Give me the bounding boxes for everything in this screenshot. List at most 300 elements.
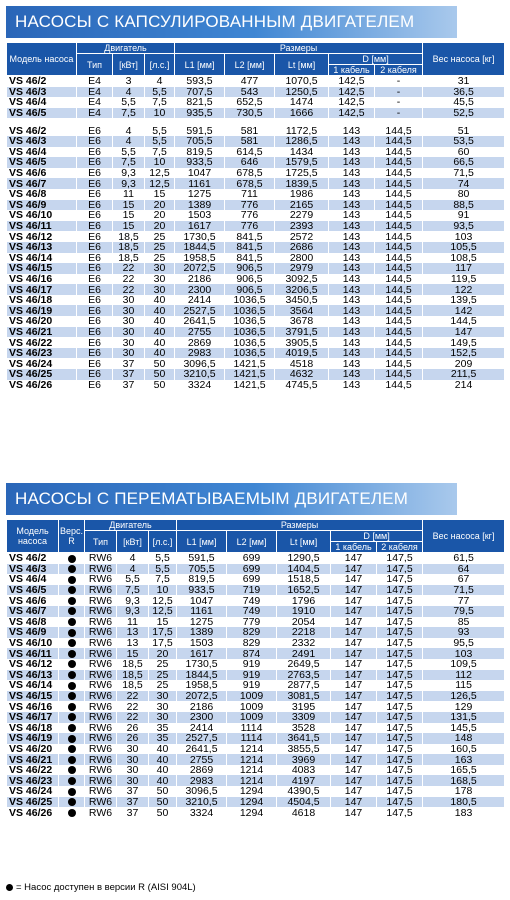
value-cell: 3969 [277, 754, 331, 765]
value-cell: 147,5 [377, 733, 423, 744]
value-cell: E6 [77, 316, 113, 327]
value-cell: 2165 [275, 200, 329, 211]
value-cell: 919 [227, 659, 277, 670]
table-row [7, 659, 505, 670]
table-row [7, 733, 505, 744]
value-cell: 2414 [175, 295, 225, 306]
header-l2: L2 [мм] [227, 531, 277, 553]
value-cell: 143 [329, 348, 375, 359]
value-cell: 7,5 [117, 585, 149, 596]
value-cell: 1286,5 [275, 136, 329, 147]
table-row [7, 337, 505, 348]
value-cell: 2869 [177, 765, 227, 776]
value-cell: 147 [331, 595, 377, 606]
table-row [7, 200, 505, 211]
model-cell: VS 46/3 [7, 87, 77, 98]
value-cell: 1036,5 [225, 327, 275, 338]
value-cell: 1958,5 [175, 253, 225, 264]
value-cell: 37 [117, 807, 149, 818]
table-row [7, 754, 505, 765]
value-cell: 143 [329, 189, 375, 200]
value-cell: 35 [149, 723, 177, 734]
value-cell: 3309 [277, 712, 331, 723]
header-diameter: D [мм] [331, 531, 423, 542]
value-cell: 1294 [227, 797, 277, 808]
value-cell: 1617 [175, 221, 225, 232]
header-hp: [л.с.] [145, 54, 175, 76]
value-cell: 131,5 [423, 712, 505, 723]
value-cell: 95,5 [423, 638, 505, 649]
value-cell: 30 [145, 284, 175, 295]
value-cell: 144,5 [375, 221, 423, 232]
value-cell: 30 [117, 744, 149, 755]
value-cell: 12,5 [149, 606, 177, 617]
value-cell: 10 [145, 108, 175, 119]
value-cell: 147,5 [377, 574, 423, 585]
table-row [7, 744, 505, 755]
value-cell: 52,5 [423, 108, 505, 119]
model-cell: VS 46/22 [7, 765, 59, 776]
value-cell: 147,5 [377, 564, 423, 575]
value-cell: 147,5 [377, 775, 423, 786]
table-row [7, 210, 505, 221]
header-model: Модель насоса [7, 43, 77, 76]
model-cell: VS 46/5 [7, 585, 59, 596]
value-cell: E6 [77, 178, 113, 189]
model-cell: VS 46/6 [7, 168, 77, 179]
version-r-cell [59, 670, 85, 681]
value-cell: 1275 [177, 617, 227, 628]
value-cell: 7,5 [145, 97, 175, 108]
filled-circle-icon [68, 703, 76, 711]
value-cell: 143 [329, 327, 375, 338]
value-cell: 71,5 [423, 168, 505, 179]
value-cell: 108,5 [423, 253, 505, 264]
value-cell: 40 [145, 337, 175, 348]
value-cell: 646 [225, 157, 275, 168]
value-cell: 1294 [227, 786, 277, 797]
value-cell: 9,3 [113, 178, 145, 189]
value-cell: 9,3 [117, 595, 149, 606]
value-cell: 71,5 [423, 585, 505, 596]
value-cell: E6 [77, 263, 113, 274]
value-cell: 2332 [277, 638, 331, 649]
encapsulated-motor-table [6, 42, 505, 390]
value-cell: 147,5 [377, 744, 423, 755]
value-cell: 1986 [275, 189, 329, 200]
value-cell: RW6 [85, 553, 117, 564]
value-cell: E6 [77, 147, 113, 158]
value-cell: 30 [113, 295, 145, 306]
value-cell: 1070,5 [275, 76, 329, 87]
value-cell: 1009 [227, 691, 277, 702]
value-cell: 143 [329, 380, 375, 391]
value-cell: 699 [227, 574, 277, 585]
header-l1: L1 [мм] [175, 54, 225, 76]
value-cell: E6 [77, 125, 113, 136]
value-cell: 147,5 [377, 723, 423, 734]
value-cell: 26 [117, 733, 149, 744]
value-cell: 117 [423, 263, 505, 274]
table-row [7, 305, 505, 316]
value-cell: 147,5 [377, 712, 423, 723]
value-cell: 1250,5 [275, 87, 329, 98]
value-cell: 144,5 [375, 305, 423, 316]
filled-circle-icon [68, 597, 76, 605]
model-cell: VS 46/7 [7, 178, 77, 189]
value-cell: 18,5 [113, 231, 145, 242]
value-cell: 2414 [177, 723, 227, 734]
header-one-cable: 1 кабель [331, 542, 377, 553]
value-cell: 143 [329, 274, 375, 285]
value-cell: 144,5 [375, 210, 423, 221]
value-cell: 705,5 [175, 136, 225, 147]
value-cell: RW6 [85, 606, 117, 617]
model-cell: VS 46/16 [7, 274, 77, 285]
value-cell: E6 [77, 200, 113, 211]
model-cell: VS 46/3 [7, 136, 77, 147]
table-row [7, 553, 505, 564]
value-cell: 18,5 [117, 659, 149, 670]
value-cell: 143 [329, 242, 375, 253]
header-dimensions: Размеры [175, 43, 423, 54]
filled-circle-icon [68, 607, 76, 615]
table-row [7, 76, 505, 87]
value-cell: 147 [331, 574, 377, 585]
model-cell: VS 46/25 [7, 797, 59, 808]
value-cell: 3855,5 [277, 744, 331, 755]
model-cell: VS 46/24 [7, 786, 59, 797]
value-cell: 2641,5 [175, 316, 225, 327]
value-cell: 3791,5 [275, 327, 329, 338]
table-row [7, 189, 505, 200]
version-r-cell [59, 659, 85, 670]
value-cell: RW6 [85, 670, 117, 681]
model-cell: VS 46/9 [7, 200, 77, 211]
filled-circle-icon [68, 724, 76, 732]
value-cell: RW6 [85, 733, 117, 744]
table-row [7, 786, 505, 797]
value-cell: 2686 [275, 242, 329, 253]
value-cell: 147 [331, 765, 377, 776]
value-cell: 906,5 [225, 274, 275, 285]
value-cell: 2491 [277, 648, 331, 659]
value-cell: 3210,5 [175, 369, 225, 380]
value-cell: 841,5 [225, 242, 275, 253]
value-cell: 148 [423, 733, 505, 744]
value-cell: 122 [423, 284, 505, 295]
value-cell: 147 [331, 553, 377, 564]
value-cell: E4 [77, 97, 113, 108]
model-cell: VS 46/11 [7, 648, 59, 659]
value-cell: RW6 [85, 680, 117, 691]
value-cell: 12,5 [149, 595, 177, 606]
value-cell: 5,5 [117, 574, 149, 585]
value-cell: 144,5 [375, 316, 423, 327]
value-cell: - [375, 108, 423, 119]
value-cell: 2755 [177, 754, 227, 765]
table-row [7, 775, 505, 786]
value-cell: 147,5 [377, 627, 423, 638]
value-cell: 144,5 [375, 157, 423, 168]
table-row [7, 606, 505, 617]
table-row [7, 680, 505, 691]
header-version-r: Верс. R [59, 520, 85, 553]
value-cell: 147,5 [377, 670, 423, 681]
rewindable-motor-table [6, 519, 505, 818]
value-cell: 143 [329, 147, 375, 158]
value-cell: 3081,5 [277, 691, 331, 702]
value-cell: 143 [329, 295, 375, 306]
value-cell: E6 [77, 358, 113, 369]
header-lt: Lt [мм] [277, 531, 331, 553]
value-cell: 37 [117, 786, 149, 797]
value-cell: RW6 [85, 627, 117, 638]
header-two-cables: 2 кабеля [375, 65, 423, 76]
model-cell: VS 46/17 [7, 712, 59, 723]
value-cell: 5,5 [113, 97, 145, 108]
value-cell: 143 [329, 210, 375, 221]
value-cell: 477 [225, 76, 275, 87]
version-r-cell [59, 595, 85, 606]
version-r-cell [59, 723, 85, 734]
table-row [7, 797, 505, 808]
table-row [7, 701, 505, 712]
table-row [7, 231, 505, 242]
value-cell: 2572 [275, 231, 329, 242]
value-cell: E6 [77, 348, 113, 359]
value-cell: 145,5 [423, 723, 505, 734]
value-cell: 20 [145, 200, 175, 211]
value-cell: 119,5 [423, 274, 505, 285]
section-title-rewindable: НАСОСЫ С ПЕРЕМАТЫВАЕМЫМ ДВИГАТЕЛЕМ [6, 483, 457, 515]
value-cell: 37 [113, 369, 145, 380]
model-cell: VS 46/22 [7, 337, 77, 348]
value-cell: E6 [77, 295, 113, 306]
value-cell: 1652,5 [277, 585, 331, 596]
value-cell: 147 [331, 627, 377, 638]
version-r-cell [59, 585, 85, 596]
value-cell: 933,5 [175, 157, 225, 168]
value-cell: 109,5 [423, 659, 505, 670]
value-cell: 143 [329, 178, 375, 189]
value-cell: E4 [77, 108, 113, 119]
value-cell: 30 [117, 754, 149, 765]
table-row [7, 136, 505, 147]
model-cell: VS 46/2 [7, 125, 77, 136]
value-cell: 147,5 [377, 648, 423, 659]
value-cell: 147,5 [377, 786, 423, 797]
value-cell: 4 [117, 564, 149, 575]
value-cell: 13 [117, 638, 149, 649]
value-cell: 15 [113, 210, 145, 221]
value-cell: E4 [77, 87, 113, 98]
value-cell: 168,5 [423, 775, 505, 786]
value-cell: 591,5 [177, 553, 227, 564]
value-cell: 79,5 [423, 606, 505, 617]
version-r-cell [59, 564, 85, 575]
value-cell: 147 [331, 712, 377, 723]
value-cell: 142,5 [329, 97, 375, 108]
value-cell: 2800 [275, 253, 329, 264]
value-cell: 144,5 [375, 284, 423, 295]
value-cell: 2983 [177, 775, 227, 786]
value-cell: 144,5 [375, 380, 423, 391]
model-cell: VS 46/9 [7, 627, 59, 638]
value-cell: 919 [227, 680, 277, 691]
value-cell: 40 [145, 348, 175, 359]
value-cell: RW6 [85, 754, 117, 765]
value-cell: RW6 [85, 701, 117, 712]
value-cell: E6 [77, 210, 113, 221]
header-two-cables: 2 кабеля [377, 542, 423, 553]
value-cell: - [375, 76, 423, 87]
value-cell: 144,5 [375, 263, 423, 274]
value-cell: RW6 [85, 595, 117, 606]
value-cell: 147 [423, 327, 505, 338]
value-cell: 5,5 [145, 136, 175, 147]
version-r-cell [59, 638, 85, 649]
model-cell: VS 46/13 [7, 242, 77, 253]
value-cell: 4618 [277, 807, 331, 818]
value-cell: 9,3 [117, 606, 149, 617]
value-cell: 3678 [275, 316, 329, 327]
value-cell: 1047 [177, 595, 227, 606]
value-cell: 147,5 [377, 617, 423, 628]
value-cell: 7,5 [113, 108, 145, 119]
value-cell: 15 [113, 200, 145, 211]
value-cell: 126,5 [423, 691, 505, 702]
model-cell: VS 46/19 [7, 305, 77, 316]
value-cell: 841,5 [225, 231, 275, 242]
value-cell: 614,5 [225, 147, 275, 158]
version-r-cell [59, 744, 85, 755]
value-cell: 147,5 [377, 595, 423, 606]
value-cell: 30 [149, 712, 177, 723]
value-cell: 53,5 [423, 136, 505, 147]
table-row [7, 97, 505, 108]
value-cell: 1421,5 [225, 380, 275, 391]
filled-circle-icon [68, 745, 76, 753]
value-cell: 30 [145, 263, 175, 274]
value-cell: 30 [149, 691, 177, 702]
table-row [7, 147, 505, 158]
value-cell: E6 [77, 274, 113, 285]
value-cell: 1290,5 [277, 553, 331, 564]
value-cell: 2869 [175, 337, 225, 348]
value-cell: 2279 [275, 210, 329, 221]
value-cell: 1036,5 [225, 316, 275, 327]
version-r-cell [59, 553, 85, 564]
value-cell: 699 [227, 553, 277, 564]
table-row [7, 348, 505, 359]
value-cell: 1114 [227, 733, 277, 744]
value-cell: 147 [331, 638, 377, 649]
value-cell: 37 [113, 358, 145, 369]
value-cell: 142,5 [329, 76, 375, 87]
value-cell: 40 [149, 765, 177, 776]
value-cell: 15 [117, 648, 149, 659]
value-cell: 3905,5 [275, 337, 329, 348]
value-cell: 719 [227, 585, 277, 596]
filled-circle-icon [68, 629, 76, 637]
filled-circle-icon [68, 565, 76, 573]
value-cell: 821,5 [175, 97, 225, 108]
version-r-cell [59, 786, 85, 797]
value-cell: 12,5 [145, 178, 175, 189]
value-cell: 2649,5 [277, 659, 331, 670]
value-cell: 7,5 [145, 147, 175, 158]
value-cell: 1421,5 [225, 358, 275, 369]
value-cell: 103 [423, 231, 505, 242]
value-cell: 40 [149, 744, 177, 755]
value-cell: 209 [423, 358, 505, 369]
value-cell: 30 [149, 701, 177, 712]
table-row [7, 670, 505, 681]
value-cell: 4 [145, 76, 175, 87]
header-weight: Вес насоса [кг] [423, 520, 505, 553]
value-cell: 1796 [277, 595, 331, 606]
value-cell: 1503 [177, 638, 227, 649]
value-cell: 1036,5 [225, 348, 275, 359]
filled-circle-icon [68, 788, 76, 796]
value-cell: 1666 [275, 108, 329, 119]
table-row [7, 242, 505, 253]
value-cell: 652,5 [225, 97, 275, 108]
table-row [7, 316, 505, 327]
value-cell: 819,5 [177, 574, 227, 585]
value-cell: 180,5 [423, 797, 505, 808]
value-cell: 11 [113, 189, 145, 200]
table-row [7, 263, 505, 274]
table-row [7, 691, 505, 702]
value-cell: 1389 [175, 200, 225, 211]
value-cell: 147,5 [377, 606, 423, 617]
model-cell: VS 46/10 [7, 210, 77, 221]
value-cell: 147 [331, 786, 377, 797]
table-row [7, 574, 505, 585]
value-cell: 143 [329, 263, 375, 274]
value-cell: 2186 [177, 701, 227, 712]
value-cell: 50 [145, 380, 175, 391]
version-r-cell [59, 606, 85, 617]
value-cell: 143 [329, 136, 375, 147]
section-title-encapsulated: НАСОСЫ С КАПСУЛИРОВАННЫМ ДВИГАТЕЛЕМ [6, 6, 457, 38]
value-cell: 711 [225, 189, 275, 200]
value-cell: 152,5 [423, 348, 505, 359]
value-cell: E6 [77, 305, 113, 316]
value-cell: 45,5 [423, 97, 505, 108]
value-cell: E6 [77, 337, 113, 348]
value-cell: 3564 [275, 305, 329, 316]
value-cell: 214 [423, 380, 505, 391]
model-cell: VS 46/18 [7, 723, 59, 734]
model-cell: VS 46/2 [7, 553, 59, 564]
table-row [7, 274, 505, 285]
version-r-cell [59, 712, 85, 723]
value-cell: 40 [149, 754, 177, 765]
value-cell: 4632 [275, 369, 329, 380]
value-cell: 749 [227, 595, 277, 606]
value-cell: 144,5 [375, 242, 423, 253]
model-cell: VS 46/21 [7, 754, 59, 765]
value-cell: 678,5 [225, 178, 275, 189]
value-cell: 61,5 [423, 553, 505, 564]
value-cell: 5,5 [113, 147, 145, 158]
model-cell: VS 46/4 [7, 147, 77, 158]
version-r-cell [59, 701, 85, 712]
value-cell: 776 [225, 210, 275, 221]
